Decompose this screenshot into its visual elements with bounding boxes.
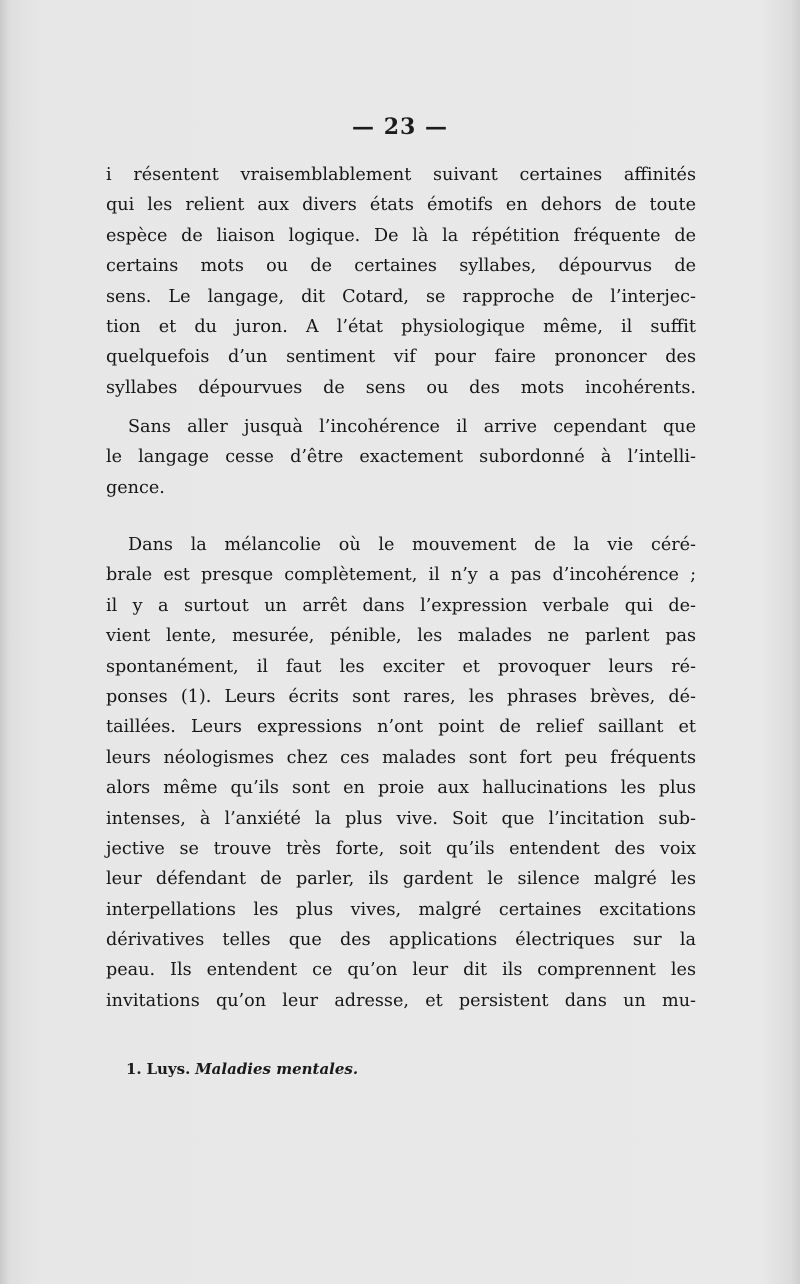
text-line: peau. Ils entendent ce qu’on leur dit ils comprennent les xyxy=(106,960,696,981)
page-number: — 23 — xyxy=(352,114,448,140)
text-line: Sans aller jusquà l’incohérence il arrive cependant que xyxy=(128,417,696,437)
text-line: qui les relient aux divers états émotifs en dehors de toute xyxy=(106,195,696,216)
text-line: certains mots ou de certaines syllabes, dépourvus de xyxy=(106,256,696,277)
text-line: vient lente, mesurée, pénible, les malades ne parlent pas xyxy=(106,626,696,647)
text-line: i résentent vraisemblablement suivant certaines affinités xyxy=(106,165,696,185)
text-line: alors même qu’ils sont en proie aux hallucinations les plus xyxy=(106,778,696,799)
text-line: Dans la mélancolie où le mouvement de la vie céré- xyxy=(128,535,696,555)
text-line: tion et du juron. A l’état physiologique même, il suffit xyxy=(106,316,696,337)
text-line: gence. xyxy=(106,477,165,498)
footnote-author: Luys. xyxy=(146,1060,191,1078)
text-line: le langage cesse d’être exactement subordonné à l’intelli- xyxy=(106,447,696,468)
text-line: intenses, à l’anxiété la plus vive. Soit que l’incitation sub- xyxy=(106,808,696,829)
text-line: sens. Le langage, dit Cotard, se rapproche de l’interjec- xyxy=(106,286,696,307)
paragraph-2 xyxy=(106,412,696,503)
footnote-title: Maladies mentales. xyxy=(195,1060,359,1078)
text-line: leurs néologismes chez ces malades sont fort peu fréquents xyxy=(106,747,696,768)
text-line: syllabes dépourvues de sens ou des mots incohérents. xyxy=(106,377,696,398)
text-line: il y a surtout un arrêt dans l’expression verbale qui de- xyxy=(106,595,696,616)
text-line: espèce de liaison logique. De là la répétition fréquente de xyxy=(106,225,696,246)
text-line: ponses (1). Leurs écrits sont rares, les phrases brèves, dé- xyxy=(106,686,696,707)
paragraph-3 xyxy=(106,530,696,1016)
text-line: taillées. Leurs expressions n’ont point de relief saillant et xyxy=(106,717,696,738)
text-line: interpellations les plus vives, malgré certaines excitations xyxy=(106,899,696,920)
paragraph-1 xyxy=(106,160,696,403)
footnote xyxy=(126,1060,358,1078)
text-line: spontanément, il faut les exciter et provoquer leurs ré- xyxy=(106,656,696,677)
text-line: quelquefois d’un sentiment vif pour faire prononcer des xyxy=(106,347,696,368)
text-line: dérivatives telles que des applications électriques sur la xyxy=(106,930,696,951)
text-line: invitations qu’on leur adresse, et persistent dans un mu- xyxy=(106,990,696,1011)
footnote-number: 1. xyxy=(126,1060,142,1078)
text-line: jective se trouve très forte, soit qu’ils entendent des voix xyxy=(106,838,696,859)
text-line: leur défendant de parler, ils gardent le silence malgré les xyxy=(106,869,696,890)
text-line: brale est presque complètement, il n’y a pas d’incohérence ; xyxy=(106,565,696,586)
